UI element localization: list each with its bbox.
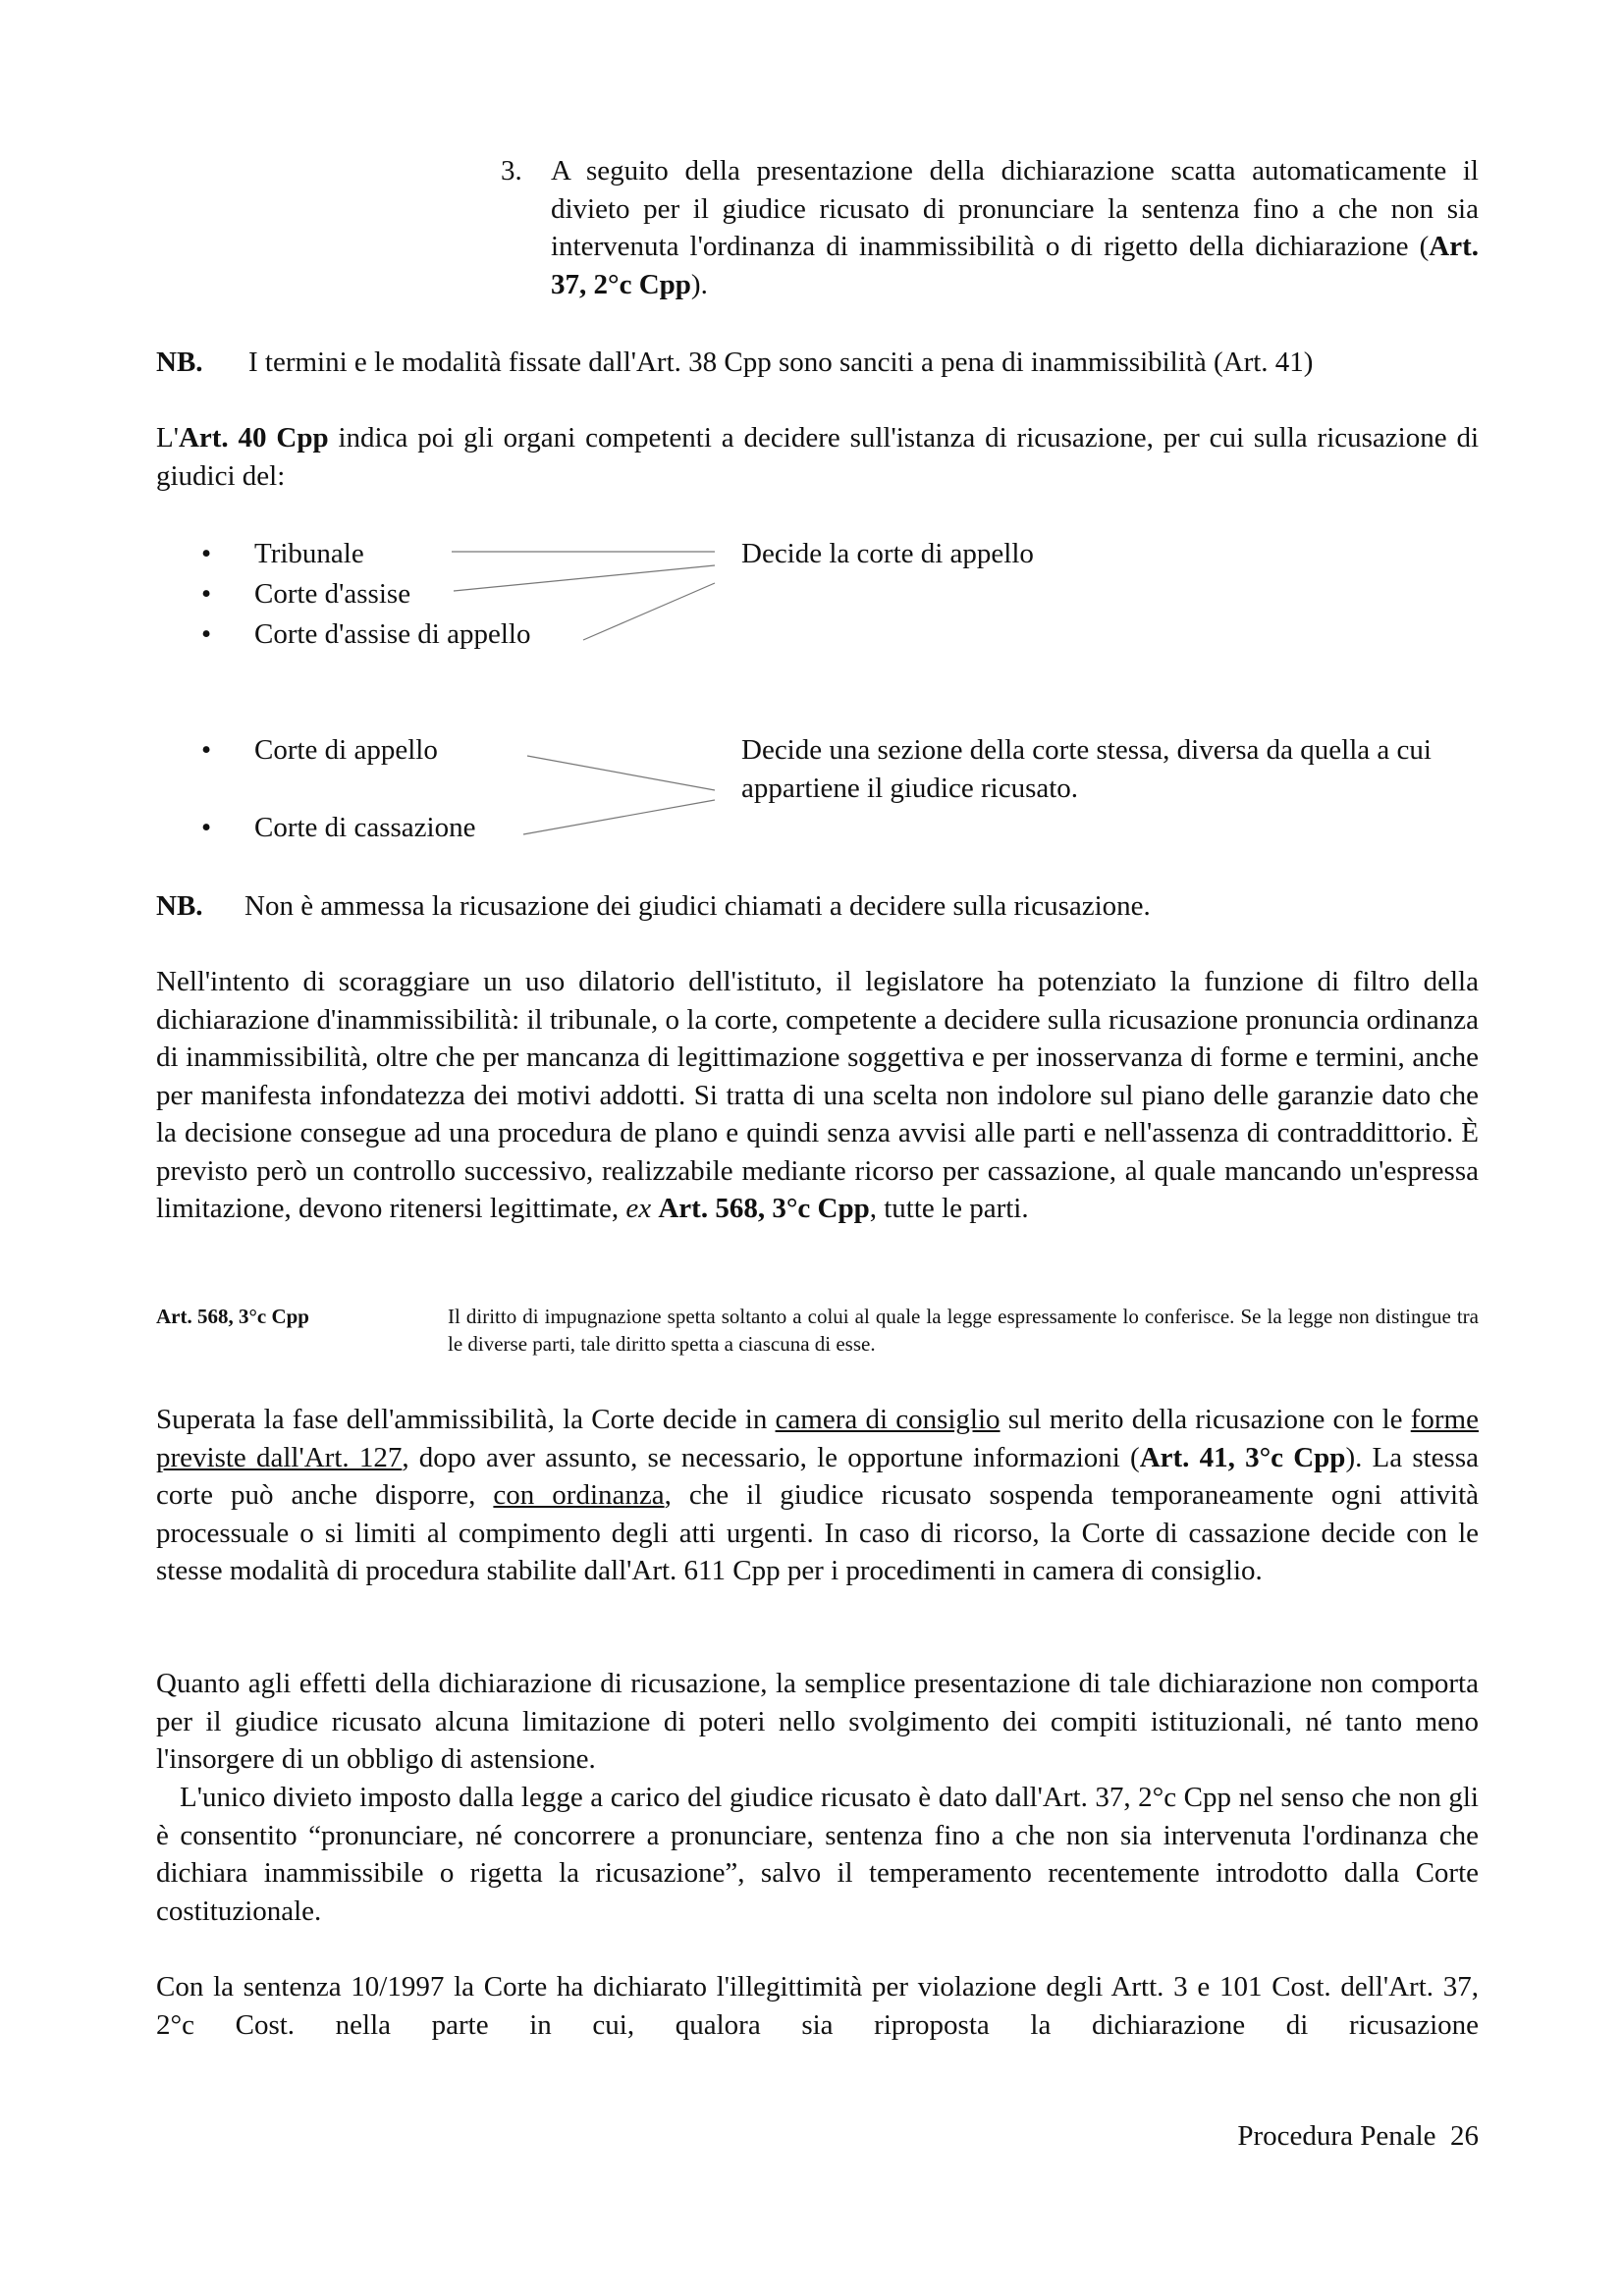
list-number: 3.: [501, 155, 522, 187]
connector-line: [583, 583, 715, 640]
superata-link-camera: camera di consiglio: [775, 1404, 1001, 1435]
art40-pre: L': [156, 422, 179, 454]
filtro-article-ref: Art. 568, 3°c Cpp: [658, 1193, 870, 1224]
superata-t1: Superata la fase dell'ammissibilità, la Corte decide in: [156, 1404, 776, 1435]
nb-text: I termini e le modalità fissate dall'Art. 38 Cpp sono sanciti a pena di inammissibilità (Art. 41): [248, 347, 1314, 378]
item3-text-b: ).: [690, 268, 708, 300]
paragraph-filtro: [156, 963, 1479, 1228]
nb-label: NB.: [156, 890, 203, 922]
decision-text: Decide una sezione della corte stessa, diversa da quella a cui appartiene il giudice ricusato.: [741, 734, 1432, 804]
page-number: 26: [1450, 2120, 1479, 2152]
superata-t2: sul merito della ricusazione con le: [1000, 1404, 1411, 1435]
nb-text: Non è ammessa la ricusazione dei giudici chiamati a decidere sulla ricusazione.: [244, 890, 1151, 922]
article-note-text: Il diritto di impugnazione spetta soltanto a colui al quale la legge espressamente lo conferisce. Se la legge non distingue tra le diverse parti, tale diritto spetta a ciascuna di esse.: [448, 1305, 1479, 1356]
bullet-icon: •: [201, 618, 212, 650]
bullet-icon: •: [201, 578, 212, 610]
bullet-item: Tribunale: [254, 538, 364, 569]
article-note-label: Art. 568, 3°c Cpp: [156, 1305, 309, 1328]
bullet-item: Corte di appello: [254, 734, 438, 766]
superata-link-forme: forme previste dall'Art. 127: [156, 1404, 1479, 1473]
decision-text: Decide la corte di appello: [741, 538, 1034, 569]
filtro-ex: ex: [625, 1193, 652, 1224]
art40-ref: Art. 40 Cpp: [178, 422, 329, 454]
superata-t5: , che il giudice ricusato sospenda temporaneamente ogni attività processuale o si limiti al compimento degli atti urgenti. In caso di ricorso, la Corte di cassazione decide con le stesse modalità di procedura stabilite dall'Art. 611 Cpp per i procedimenti in camera di consiglio.: [156, 1479, 1480, 1586]
page-footer: [1237, 2117, 1479, 2156]
connector-line: [523, 800, 715, 834]
superata-link-ordinanza: con ordinanza: [493, 1479, 665, 1511]
superata-t3: , dopo aver assunto, se necessario, le opportune informazioni (: [402, 1441, 1140, 1473]
superata-article-ref: Art. 41, 3°c Cpp: [1139, 1441, 1346, 1473]
bullet-icon: •: [201, 734, 212, 766]
filtro-text-b: , tutte le parti.: [869, 1193, 1029, 1224]
art40-post: indica poi gli organi competenti a decidere sull'istanza di ricusazione, per cui sulla ricusazione di giudici del:: [156, 422, 1480, 492]
superata-t4: ). La stessa corte può anche disporre,: [156, 1441, 1479, 1511]
connector-line: [527, 756, 715, 790]
bullet-icon: •: [201, 538, 212, 569]
footer-title: Procedura Penale: [1237, 2120, 1436, 2152]
bullet-item: Corte d'assise: [254, 578, 411, 610]
bullet-item: Corte di cassazione: [254, 812, 476, 843]
bullet-item: Corte d'assise di appello: [254, 618, 531, 650]
bullet-icon: •: [201, 812, 212, 843]
connector-line: [454, 565, 715, 591]
paragraph-unico: L'unico divieto imposto dalla legge a carico del giudice ricusato è dato dall'Art. 37, 2°c Cpp nel senso che non gli è consentito “pronunciare, né concorrere a pronunciare, sentenza fino a che non sia intervenuta l'ordinanza che dichiara inammissibile o rigetta la ricusazione”, salvo il temperamento recentemente introdotto dalla Corte costituzionale.: [156, 1782, 1479, 1927]
paragraph-quanto: Quanto agli effetti della dichiarazione di ricusazione, la semplice presentazione di tale dichiarazione non comporta per il giudice ricusato alcuna limitazione di poteri nello svolgimento dei compiti istituzionali, né tanto meno l'insorgere di un obbligo di astensione.: [156, 1668, 1479, 1775]
paragraph-superata: [156, 1401, 1479, 1590]
nb-label: NB.: [156, 347, 203, 378]
item3-article-ref: Art. 37, 2°c Cpp: [551, 231, 1479, 300]
paragraph-sentenza: Con la sentenza 10/1997 la Corte ha dichiarato l'illegittimità per violazione degli Artt. 3 e 101 Cost. dell'Art. 37, 2°c Cost. nella parte in cui, qualora sia riproposta la dichiarazione di ricusazione: [156, 1971, 1479, 2041]
filtro-text-a: Nell'intento di scoraggiare un uso dilatorio dell'istituto, il legislatore ha potenziato la funzione di filtro della dichiarazione d'inammissibilità: il tribunale, o la corte, competente a decidere sulla ricusazione pronuncia ordinanza di inammissibilità, oltre che per mancanza di legittimazione soggettiva e per inosservanza di forme e termini, anche per manifesta infondatezza dei motivi addotti. Si tratta di una scelta non indolore sul piano delle garanzie dato che la decisione consegue ad una procedura de plano e quindi senza avvisi alle parti e nell'assenza di contraddittorio. È previsto però un controllo successivo, realizzabile mediante ricorso per cassazione, al quale mancando un'espressa limitazione, devono ritenersi legittimate,: [156, 966, 1479, 1224]
item3-text-a: A seguito della presentazione della dichiarazione scatta automaticamente il divieto per il giudice ricusato di pronunciare la sentenza fino a che non sia intervenuta l'ordinanza di inammissibilità o di rigetto della dichiarazione (: [551, 155, 1479, 262]
